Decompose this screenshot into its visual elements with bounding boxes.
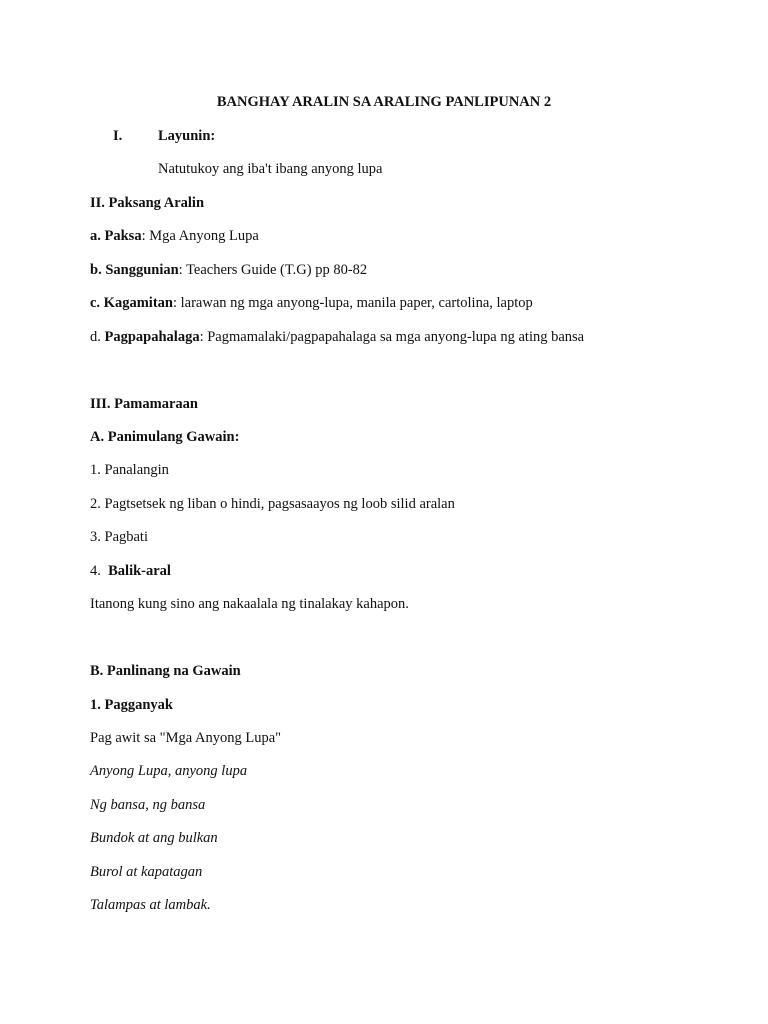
section-3-heading: III. Pamamaraan bbox=[90, 396, 198, 412]
materials-label: c. Kagamitan bbox=[90, 295, 173, 311]
topic-line bbox=[90, 227, 259, 245]
step-item: 1. Panalangin bbox=[90, 462, 169, 478]
song-lyric-line: Burol at kapatagan bbox=[90, 864, 203, 880]
values-prefix: d. bbox=[90, 329, 105, 345]
section-2-heading: II. Paksang Aralin bbox=[90, 195, 205, 211]
review-number: 4. bbox=[90, 563, 101, 579]
document-title: BANGHAY ARALIN SA ARALING PANLIPUNAN 2 bbox=[216, 94, 552, 110]
section-1-heading: Layunin: bbox=[158, 128, 216, 144]
topic-value: : Mga Anyong Lupa bbox=[141, 228, 259, 244]
step-item: 2. Pagtsetsek ng liban o hindi, pagsasaayos ng loob silid aralan bbox=[90, 496, 455, 512]
song-lyric-line: Ng bansa, ng bansa bbox=[90, 797, 206, 813]
song-lyric-line: Talampas at lambak. bbox=[90, 897, 211, 913]
materials-line bbox=[90, 294, 533, 312]
song-lyric-line: Bundok at ang bulkan bbox=[90, 830, 218, 846]
song-intro: Pag awit sa "Mga Anyong Lupa" bbox=[90, 730, 282, 746]
part-b-heading: B. Panlinang na Gawain bbox=[90, 663, 241, 679]
reference-label: b. Sanggunian bbox=[90, 262, 179, 278]
reference-value: : Teachers Guide (T.G) pp 80-82 bbox=[178, 262, 368, 278]
song-lyric-line: Anyong Lupa, anyong lupa bbox=[90, 763, 248, 779]
motivation-heading: 1. Pagganyak bbox=[90, 697, 173, 713]
values-value: : Pagmamalaki/pagpapahalaga sa mga anyong-lupa ng ating bansa bbox=[199, 329, 585, 345]
review-text: Itanong kung sino ang nakaalala ng tinalakay kahapon. bbox=[90, 596, 409, 612]
topic-label: a. Paksa bbox=[90, 228, 142, 244]
objective-text: Natutukoy ang iba't ibang anyong lupa bbox=[158, 161, 383, 177]
review-label: Balik-aral bbox=[108, 563, 171, 579]
values-line bbox=[90, 328, 584, 346]
values-label: Pagpapahalaga bbox=[104, 329, 200, 345]
materials-value: : larawan ng mga anyong-lupa, manila paper, cartolina, laptop bbox=[172, 295, 533, 311]
part-a-heading: A. Panimulang Gawain: bbox=[90, 429, 240, 445]
review-step bbox=[90, 562, 171, 580]
reference-line bbox=[90, 261, 367, 279]
section-1-numeral: I. bbox=[113, 128, 123, 144]
step-item: 3. Pagbati bbox=[90, 529, 148, 545]
